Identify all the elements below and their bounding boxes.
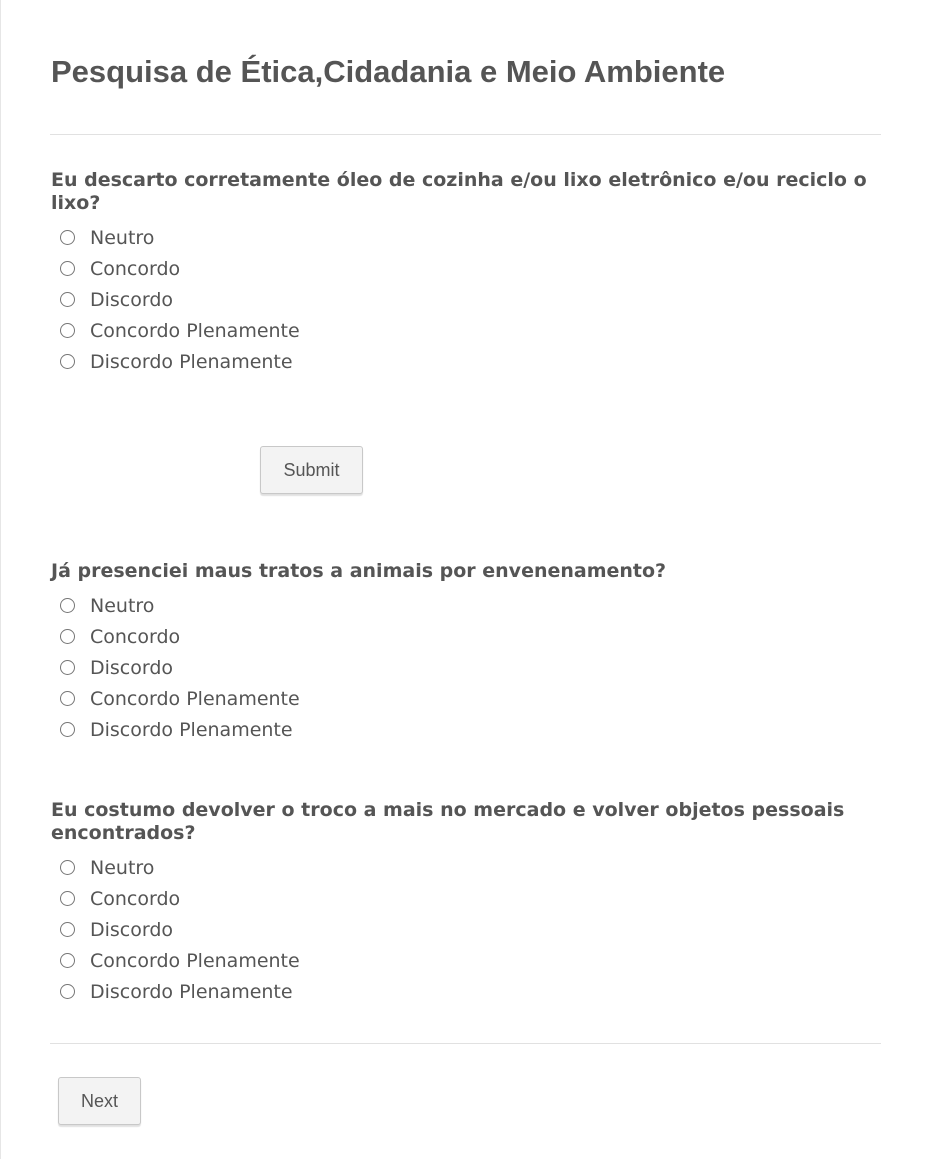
header-divider bbox=[50, 134, 881, 135]
question-3-label: Eu costumo devolver o troco a mais no mercado e volver objetos pessoais encontrados? bbox=[51, 799, 845, 844]
radio-button[interactable] bbox=[60, 922, 75, 937]
radio-button[interactable] bbox=[60, 660, 75, 675]
option-discordo[interactable] bbox=[51, 284, 881, 315]
option-concordo[interactable] bbox=[51, 883, 881, 914]
option-label: Concordo bbox=[90, 257, 181, 280]
question-3 bbox=[51, 799, 881, 1007]
option-label: Discordo Plenamente bbox=[90, 980, 293, 1003]
footer-divider bbox=[50, 1043, 881, 1044]
radio-button[interactable] bbox=[60, 953, 75, 968]
next-button[interactable]: Next bbox=[58, 1077, 141, 1125]
option-neutro[interactable] bbox=[51, 852, 881, 883]
option-concordo-plenamente[interactable] bbox=[51, 683, 881, 714]
option-label: Concordo Plenamente bbox=[90, 949, 300, 972]
question-1-label: Eu descarto corretamente óleo de cozinha e/ou lixo eletrônico e/ou reciclo o lixo? bbox=[51, 169, 867, 214]
question-1 bbox=[51, 169, 881, 377]
radio-button[interactable] bbox=[60, 598, 75, 613]
option-concordo[interactable] bbox=[51, 253, 881, 284]
radio-button[interactable] bbox=[60, 891, 75, 906]
radio-button[interactable] bbox=[60, 691, 75, 706]
option-discordo[interactable] bbox=[51, 652, 881, 683]
option-discordo[interactable] bbox=[51, 914, 881, 945]
radio-button[interactable] bbox=[60, 292, 75, 307]
option-label: Neutro bbox=[90, 594, 155, 617]
option-concordo[interactable] bbox=[51, 621, 881, 652]
option-neutro[interactable] bbox=[51, 222, 881, 253]
option-label: Discordo bbox=[90, 918, 174, 941]
radio-button[interactable] bbox=[60, 860, 75, 875]
option-label: Discordo bbox=[90, 288, 174, 311]
radio-button[interactable] bbox=[60, 984, 75, 999]
option-label: Concordo Plenamente bbox=[90, 687, 300, 710]
option-label: Concordo bbox=[90, 625, 181, 648]
submit-button[interactable]: Submit bbox=[260, 446, 363, 494]
question-2 bbox=[51, 560, 881, 745]
radio-button[interactable] bbox=[60, 354, 75, 369]
option-neutro[interactable] bbox=[51, 590, 881, 621]
page-title: Pesquisa de Ética,Cidadania e Meio Ambiente bbox=[51, 54, 726, 89]
option-label: Concordo bbox=[90, 887, 181, 910]
question-2-options bbox=[51, 590, 881, 745]
question-1-options bbox=[51, 222, 881, 377]
question-3-options bbox=[51, 852, 881, 1007]
option-label: Neutro bbox=[90, 226, 155, 249]
option-label: Discordo Plenamente bbox=[90, 718, 293, 741]
option-concordo-plenamente[interactable] bbox=[51, 315, 881, 346]
radio-button[interactable] bbox=[60, 323, 75, 338]
radio-button[interactable] bbox=[60, 230, 75, 245]
option-label: Neutro bbox=[90, 856, 155, 879]
question-2-label: Já presenciei maus tratos a animais por envenenamento? bbox=[51, 560, 667, 582]
option-label: Discordo bbox=[90, 656, 174, 679]
option-concordo-plenamente[interactable] bbox=[51, 945, 881, 976]
option-discordo-plenamente[interactable] bbox=[51, 714, 881, 745]
radio-button[interactable] bbox=[60, 722, 75, 737]
page-left-border bbox=[0, 0, 1, 1159]
option-label: Discordo Plenamente bbox=[90, 350, 293, 373]
radio-button[interactable] bbox=[60, 629, 75, 644]
radio-button[interactable] bbox=[60, 261, 75, 276]
option-discordo-plenamente[interactable] bbox=[51, 976, 881, 1007]
option-label: Concordo Plenamente bbox=[90, 319, 300, 342]
option-discordo-plenamente[interactable] bbox=[51, 346, 881, 377]
